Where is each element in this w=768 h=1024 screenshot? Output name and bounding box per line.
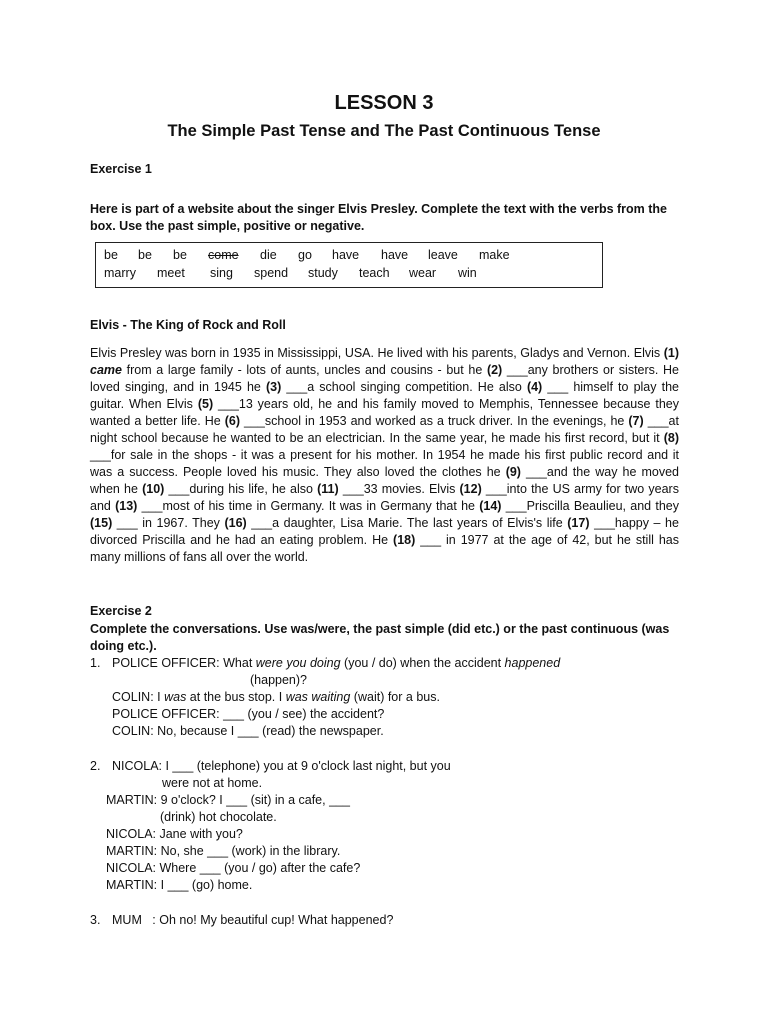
blank-number: (5) [197,397,214,411]
blank-number: (15) [90,516,113,530]
box-word: be [138,248,152,262]
answer-blank: ___ [342,482,364,496]
exercise-1-heading: Exercise 1 [90,162,152,176]
conversation-2-number: 2. [90,759,101,773]
conversation-2-line: NICOLA: Jane with you? [106,827,243,841]
conversation-1-number: 1. [90,656,101,670]
story-title: Elvis - The King of Rock and Roll [90,318,286,332]
conversation-1-line: (happen)? [250,673,307,687]
blank-number: (10) [142,482,165,496]
answer-blank: ___ [647,414,669,428]
box-word: meet [157,266,185,280]
conversation-2-line: NICOLA: I ___ (telephone) you at 9 o'clock last night, but you [112,759,451,773]
answer-blank: ___ [505,499,527,513]
blank-number: (7) [628,414,644,428]
conversation-3-number: 3. [90,913,101,927]
exercise-2-instruction: Complete the conversations. Use was/were, the past simple (did etc.) or the past continuous (was doing etc.). [90,622,670,653]
answer-blank: ___ [251,516,273,530]
answer-blank: ___ [547,380,569,394]
answer-blank: ___ [116,516,138,530]
elvis-story-paragraph: Elvis Presley was born in 1935 in Mississippi, USA. He lived with his parents, Gladys and Vernon. Elvis (1) came from a large family - lots of aunts, uncles and cousins - but he (2) ___any brothers or sisters. He loved singing, and in 1945 he (3) ___a school singing competition. He also (4) ___ himself to play the guitar. When Elvis (5) ___13 years old, he and his family moved to Memphis, Tennessee because they wanted a better life. He (6) ___school in 1953 and worked as a truck driver. In the evenings, he (7) ___at night school because he wanted to be an electrician. In the same year, he made his first record, but it (8) ___for sale in the shops - it was a present for his mother. In 1954 he made his first public record and it was a success. People loved his music. They also loved the clothes he (9) ___and the way he moved when he (10) ___during his life, he also (11) ___33 movies. Elvis (12) ___into the US army for two years and (13) ___most of his time in Germany. It was in Germany that he (14) ___Priscilla Beaulieu, and they (15) ___ in 1967. They (16) ___a daughter, Lisa Marie. The last years of Elvis's life (17) ___happy – he divorced Priscilla and he had an eating problem. He (18) ___ in 1977 at the age of 42, but he still has many millions of fans all over the world. [90,346,679,564]
blank-number: (11) [317,482,339,496]
answer-blank: ___ [485,482,507,496]
box-word: study [308,266,338,280]
conversation-1-line: COLIN: No, because I ___ (read) the newspaper. [112,724,384,738]
answer-blank: ___ [506,363,528,377]
box-word: go [298,248,312,262]
box-word: make [479,248,510,262]
box-word: wear [409,266,437,280]
box-word: teach [359,266,390,280]
blank-number: (2) [486,363,503,377]
box-word: have [381,248,409,262]
conversation-2-line: MARTIN: No, she ___ (work) in the library. [106,844,341,858]
conversation-2-line: were not at home. [162,776,263,790]
box-word: leave [428,248,458,262]
lesson-title: LESSON 3 [334,92,434,114]
blank-number: (6) [224,414,241,428]
blank-number: (9) [505,465,521,479]
conversation-1-line: POLICE OFFICER: What were you doing (you / do) when the accident happened [112,656,561,670]
blank-number: (8) [663,431,679,445]
box-word: spend [254,266,289,280]
conversation-2-line: NICOLA: Where ___ (you / go) after the cafe? [106,861,361,875]
blank-number: (1) [663,346,679,360]
conversation-2-line: (drink) hot chocolate. [160,810,277,824]
conversation-3-line: MUM : Oh no! My beautiful cup! What happened? [112,913,394,927]
box-word: be [173,248,187,262]
blank-number: (14) [479,499,502,513]
box-word: have [332,248,360,262]
blank-number: (3) [265,380,282,394]
answer-blank: ___ [526,465,547,479]
exercise-2-heading: Exercise 2 [90,604,152,618]
conversation-2-line: MARTIN: I ___ (go) home. [106,878,253,892]
box-word-crossed-out: come [208,248,239,262]
conversation-1-line: POLICE OFFICER: ___ (you / see) the accident? [112,707,385,721]
example-answer: came [90,363,122,377]
answer-blank: ___ [218,397,239,411]
answer-blank: ___ [141,499,163,513]
exercise-1-instruction: Here is part of a website about the singer Elvis Presley. Complete the text with the verbs from the box. Use the past simple, positive or negative. [90,202,668,233]
box-word: die [260,248,277,262]
conversation-2-line: MARTIN: 9 o'clock? I ___ (sit) in a cafe, ___ [106,793,350,807]
blank-number: (18) [393,533,416,547]
box-word: marry [104,266,136,280]
answer-blank: ___ [594,516,615,530]
blank-number: (16) [224,516,247,530]
blank-number: (13) [115,499,138,513]
box-word: be [104,248,118,262]
lesson-subtitle: The Simple Past Tense and The Past Continuous Tense [167,122,601,140]
answer-blank: ___ [420,533,442,547]
box-word: sing [210,266,233,280]
conversation-1-line: COLIN: I was at the bus stop. I was waiting (wait) for a bus. [112,690,440,704]
blank-number: (12) [459,482,482,496]
answer-blank: ___ [168,482,190,496]
verb-word-box [95,242,603,288]
box-word: win [458,266,477,280]
answer-blank: ___ [286,380,308,394]
answer-blank: ___ [244,414,265,428]
answer-blank: ___ [90,448,111,462]
blank-number: (17) [567,516,590,530]
blank-number: (4) [526,380,543,394]
